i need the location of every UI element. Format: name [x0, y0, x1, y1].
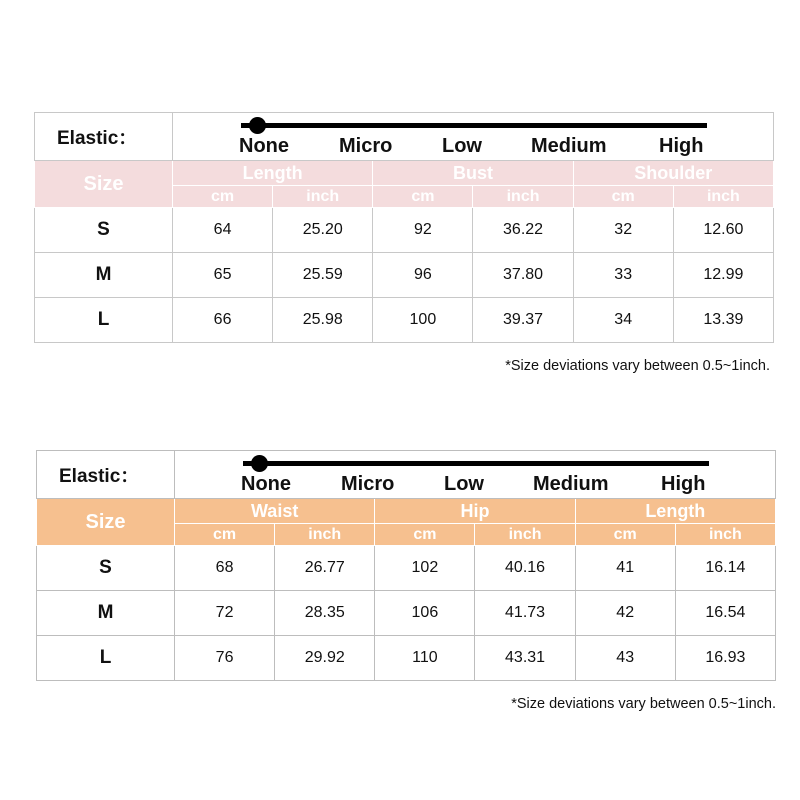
table-cell: 100 — [373, 298, 473, 343]
size-cell: M — [35, 253, 173, 298]
table-row — [35, 298, 774, 343]
table-cell: 76 — [175, 636, 275, 681]
table-cell: 25.98 — [273, 298, 373, 343]
elastic-level-none: None — [239, 135, 289, 157]
unit-header: cm — [173, 186, 273, 208]
elastic-level-low: Low — [442, 135, 482, 157]
unit-header: cm — [575, 524, 675, 546]
group-header-bust: Bust — [373, 161, 573, 186]
table-cell: 66 — [173, 298, 273, 343]
elastic-scale-line — [243, 461, 709, 466]
table-row — [35, 208, 774, 253]
table-cell: 26.77 — [275, 546, 375, 591]
elastic-level-medium: Medium — [533, 473, 609, 495]
size-column-header: Size — [35, 161, 173, 208]
size-chart-bottom — [36, 450, 776, 712]
table-cell: 43.31 — [475, 636, 575, 681]
unit-header: inch — [475, 524, 575, 546]
elastic-indicator-dot — [251, 455, 268, 472]
table-cell: 41.73 — [475, 591, 575, 636]
unit-header: cm — [573, 186, 673, 208]
elastic-indicator-dot — [249, 117, 266, 134]
elastic-scale — [173, 113, 774, 161]
elastic-scale-line — [241, 123, 707, 128]
size-cell: S — [35, 208, 173, 253]
table-cell: 102 — [375, 546, 475, 591]
size-deviation-note: *Size deviations vary between 0.5~1inch. — [511, 696, 776, 712]
table-cell: 40.16 — [475, 546, 575, 591]
table-cell: 64 — [173, 208, 273, 253]
unit-header: inch — [473, 186, 573, 208]
size-table — [34, 112, 774, 343]
size-cell: M — [37, 591, 175, 636]
table-cell: 34 — [573, 298, 673, 343]
table-cell: 25.20 — [273, 208, 373, 253]
table-cell: 72 — [175, 591, 275, 636]
group-header-length: Length — [575, 499, 775, 524]
table-cell: 68 — [175, 546, 275, 591]
elastic-level-high: High — [661, 473, 706, 495]
table-cell: 65 — [173, 253, 273, 298]
elastic-scale — [175, 451, 776, 499]
table-row — [37, 636, 776, 681]
size-cell: S — [37, 546, 175, 591]
size-column-header: Size — [37, 499, 175, 546]
size-cell: L — [37, 636, 175, 681]
table-cell: 41 — [575, 546, 675, 591]
elastic-level-none: None — [241, 473, 291, 495]
group-header-shoulder: Shoulder — [573, 161, 773, 186]
unit-header: inch — [275, 524, 375, 546]
table-cell: 13.39 — [673, 298, 773, 343]
elastic-level-high: High — [659, 135, 704, 157]
table-cell: 12.99 — [673, 253, 773, 298]
group-header-length: Length — [173, 161, 373, 186]
table-cell: 42 — [575, 591, 675, 636]
unit-header: cm — [373, 186, 473, 208]
size-deviation-note: *Size deviations vary between 0.5~1inch. — [505, 358, 770, 374]
size-cell: L — [35, 298, 173, 343]
table-row — [37, 546, 776, 591]
table-cell: 29.92 — [275, 636, 375, 681]
elastic-level-micro: Micro — [341, 473, 395, 495]
table-cell: 12.60 — [673, 208, 773, 253]
table-cell: 39.37 — [473, 298, 573, 343]
unit-header: inch — [273, 186, 373, 208]
table-row — [35, 253, 774, 298]
table-cell: 106 — [375, 591, 475, 636]
size-chart-top — [34, 112, 774, 374]
table-cell: 110 — [375, 636, 475, 681]
table-cell: 25.59 — [273, 253, 373, 298]
table-cell: 16.93 — [675, 636, 775, 681]
table-cell: 36.22 — [473, 208, 573, 253]
table-cell: 16.54 — [675, 591, 775, 636]
elastic-label: Elastic： — [37, 451, 175, 499]
unit-header: inch — [675, 524, 775, 546]
table-cell: 33 — [573, 253, 673, 298]
table-row — [37, 591, 776, 636]
unit-header: cm — [375, 524, 475, 546]
table-cell: 16.14 — [675, 546, 775, 591]
table-cell: 96 — [373, 253, 473, 298]
table-cell: 43 — [575, 636, 675, 681]
elastic-level-low: Low — [444, 473, 484, 495]
unit-header: cm — [175, 524, 275, 546]
table-cell: 37.80 — [473, 253, 573, 298]
table-cell: 28.35 — [275, 591, 375, 636]
elastic-label: Elastic： — [35, 113, 173, 161]
group-header-hip: Hip — [375, 499, 575, 524]
size-table — [36, 450, 776, 681]
table-cell: 32 — [573, 208, 673, 253]
elastic-level-micro: Micro — [339, 135, 393, 157]
unit-header: inch — [673, 186, 773, 208]
elastic-level-medium: Medium — [531, 135, 607, 157]
table-cell: 92 — [373, 208, 473, 253]
group-header-waist: Waist — [175, 499, 375, 524]
